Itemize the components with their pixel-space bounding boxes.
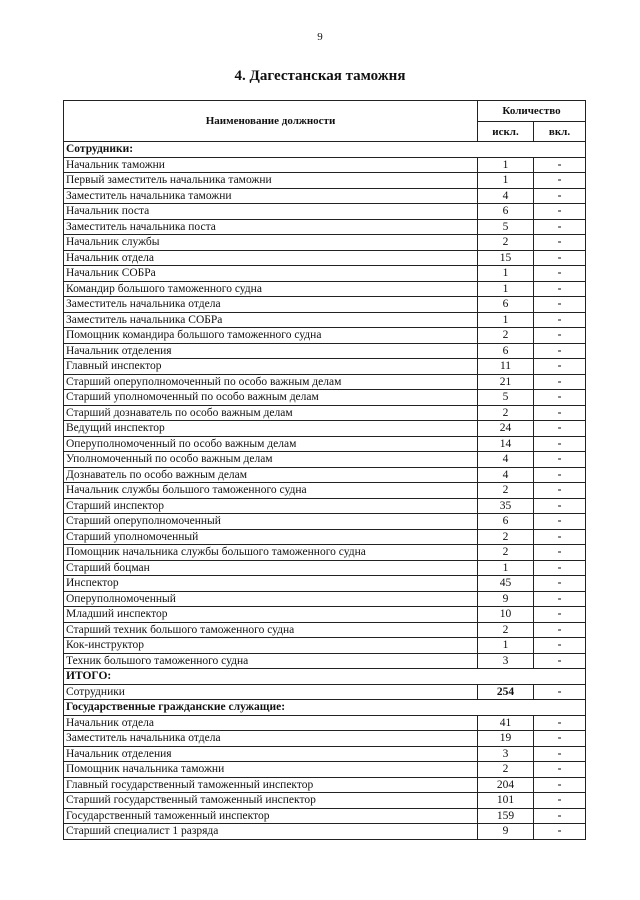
included-count-cell: - <box>534 498 586 514</box>
excluded-count-cell: 2 <box>478 622 534 638</box>
column-header-included: вкл. <box>534 122 586 142</box>
excluded-count-cell: 1 <box>478 638 534 654</box>
section-header-row <box>64 142 586 158</box>
section-title: Сотрудники: <box>64 142 586 158</box>
total-row <box>64 684 586 700</box>
included-count-cell: - <box>534 297 586 313</box>
position-name-cell: Заместитель начальника отдела <box>64 297 478 313</box>
position-name-cell: Командир большого таможенного судна <box>64 281 478 297</box>
table-row <box>64 576 586 592</box>
included-count-cell: - <box>534 777 586 793</box>
included-count-cell: - <box>534 235 586 251</box>
position-name-cell: Старший специалист 1 разряда <box>64 824 478 840</box>
position-name-cell: Государственный таможенный инспектор <box>64 808 478 824</box>
included-count-cell: - <box>534 452 586 468</box>
included-count-cell: - <box>534 545 586 561</box>
position-name-cell: Первый заместитель начальника таможни <box>64 173 478 189</box>
position-name-cell: Сотрудники <box>64 684 478 700</box>
position-name-cell: Начальник отдела <box>64 715 478 731</box>
table-row <box>64 638 586 654</box>
included-count-cell: - <box>534 762 586 778</box>
included-count-cell: - <box>534 529 586 545</box>
position-name-cell: Главный инспектор <box>64 359 478 375</box>
excluded-count-cell: 6 <box>478 343 534 359</box>
included-count-cell: - <box>534 808 586 824</box>
position-name-cell: Начальник отделения <box>64 746 478 762</box>
included-count-cell: - <box>534 281 586 297</box>
table-row <box>64 188 586 204</box>
position-name-cell: Техник большого таможенного судна <box>64 653 478 669</box>
included-count-cell: - <box>534 328 586 344</box>
table-row <box>64 374 586 390</box>
included-count-cell: - <box>534 343 586 359</box>
table-row <box>64 762 586 778</box>
position-name-cell: Младший инспектор <box>64 607 478 623</box>
position-name-cell: Старший оперуполномоченный <box>64 514 478 530</box>
excluded-count-cell: 1 <box>478 266 534 282</box>
position-name-cell: Начальник службы большого таможенного судна <box>64 483 478 499</box>
included-count-cell: - <box>534 421 586 437</box>
table-row <box>64 529 586 545</box>
excluded-count-cell: 11 <box>478 359 534 375</box>
table-row <box>64 607 586 623</box>
position-name-cell: Дознаватель по особо важным делам <box>64 467 478 483</box>
table-row <box>64 266 586 282</box>
included-count-cell: - <box>534 250 586 266</box>
included-count-cell: - <box>534 638 586 654</box>
section-header-row <box>64 669 586 685</box>
table-row <box>64 591 586 607</box>
table-row <box>64 281 586 297</box>
table-row <box>64 793 586 809</box>
excluded-count-cell: 1 <box>478 312 534 328</box>
table-row <box>64 328 586 344</box>
excluded-count-cell: 1 <box>478 281 534 297</box>
excluded-count-cell: 41 <box>478 715 534 731</box>
position-name-cell: Помощник начальника таможни <box>64 762 478 778</box>
column-header-quantity: Количество <box>478 101 586 122</box>
included-count-cell: - <box>534 576 586 592</box>
included-count-cell: - <box>534 204 586 220</box>
included-count-cell: - <box>534 793 586 809</box>
table-row <box>64 312 586 328</box>
included-count-cell: - <box>534 591 586 607</box>
position-name-cell: Старший боцман <box>64 560 478 576</box>
section-title: Государственные гражданские служащие: <box>64 700 586 716</box>
table-row <box>64 173 586 189</box>
table-row <box>64 219 586 235</box>
page-title: 4. Дагестанская таможня <box>234 68 406 84</box>
position-name-cell: Кок-инструктор <box>64 638 478 654</box>
excluded-count-cell: 10 <box>478 607 534 623</box>
table-row <box>64 715 586 731</box>
excluded-count-cell: 6 <box>478 297 534 313</box>
position-name-cell: Старший государственный таможенный инспектор <box>64 793 478 809</box>
position-name-cell: Старший дознаватель по особо важным делам <box>64 405 478 421</box>
excluded-count-cell: 5 <box>478 390 534 406</box>
table-row <box>64 824 586 840</box>
excluded-count-cell: 4 <box>478 467 534 483</box>
position-name-cell: Оперуполномоченный по особо важным делам <box>64 436 478 452</box>
table-row <box>64 405 586 421</box>
table-row <box>64 157 586 173</box>
excluded-count-cell: 5 <box>478 219 534 235</box>
excluded-count-cell: 204 <box>478 777 534 793</box>
table-row <box>64 653 586 669</box>
staff-table <box>63 100 586 840</box>
position-name-cell: Старший уполномоченный по особо важным делам <box>64 390 478 406</box>
included-count-cell: - <box>534 514 586 530</box>
table-row <box>64 390 586 406</box>
excluded-count-cell: 6 <box>478 514 534 530</box>
included-count-cell: - <box>534 390 586 406</box>
position-name-cell: Помощник командира большого таможенного судна <box>64 328 478 344</box>
position-name-cell: Оперуполномоченный <box>64 591 478 607</box>
position-name-cell: Ведущий инспектор <box>64 421 478 437</box>
excluded-count-cell: 101 <box>478 793 534 809</box>
table-row <box>64 452 586 468</box>
included-count-cell: - <box>534 359 586 375</box>
included-count-cell: - <box>534 483 586 499</box>
included-count-cell: - <box>534 173 586 189</box>
position-name-cell: Старший инспектор <box>64 498 478 514</box>
excluded-count-cell: 4 <box>478 452 534 468</box>
included-count-cell: - <box>534 607 586 623</box>
excluded-count-cell: 45 <box>478 576 534 592</box>
excluded-count-cell: 4 <box>478 188 534 204</box>
position-name-cell: Заместитель начальника отдела <box>64 731 478 747</box>
excluded-count-cell: 3 <box>478 746 534 762</box>
table-row <box>64 235 586 251</box>
table-body <box>64 142 586 840</box>
excluded-count-cell: 15 <box>478 250 534 266</box>
excluded-count-cell: 1 <box>478 157 534 173</box>
included-count-cell: - <box>534 405 586 421</box>
included-count-cell: - <box>534 188 586 204</box>
included-count-cell: - <box>534 731 586 747</box>
position-name-cell: Начальник отдела <box>64 250 478 266</box>
table-row <box>64 808 586 824</box>
excluded-count-cell: 9 <box>478 591 534 607</box>
table-row <box>64 731 586 747</box>
position-name-cell: Помощник начальника службы большого таможенного судна <box>64 545 478 561</box>
excluded-count-cell: 2 <box>478 762 534 778</box>
table-row <box>64 560 586 576</box>
excluded-count-cell: 6 <box>478 204 534 220</box>
position-name-cell: Заместитель начальника СОБРа <box>64 312 478 328</box>
position-name-cell: Заместитель начальника поста <box>64 219 478 235</box>
position-name-cell: Начальник СОБРа <box>64 266 478 282</box>
excluded-count-cell: 2 <box>478 405 534 421</box>
excluded-count-cell: 14 <box>478 436 534 452</box>
position-name-cell: Инспектор <box>64 576 478 592</box>
table-row <box>64 204 586 220</box>
position-name-cell: Начальник таможни <box>64 157 478 173</box>
excluded-count-cell: 1 <box>478 173 534 189</box>
table-row <box>64 436 586 452</box>
position-name-cell: Главный государственный таможенный инспектор <box>64 777 478 793</box>
column-header-position: Наименование должности <box>64 101 478 142</box>
excluded-count-cell: 159 <box>478 808 534 824</box>
table-row <box>64 483 586 499</box>
table-row <box>64 514 586 530</box>
table-row <box>64 250 586 266</box>
included-count-cell: - <box>534 622 586 638</box>
section-header-row <box>64 700 586 716</box>
table-row <box>64 746 586 762</box>
page-number: 9 <box>317 31 323 43</box>
table-row <box>64 498 586 514</box>
excluded-count-cell: 9 <box>478 824 534 840</box>
position-name-cell: Старший техник большого таможенного судна <box>64 622 478 638</box>
position-name-cell: Начальник отделения <box>64 343 478 359</box>
table-row <box>64 467 586 483</box>
included-count-cell: - <box>534 436 586 452</box>
included-count-cell: - <box>534 560 586 576</box>
table-row <box>64 777 586 793</box>
excluded-count-cell: 1 <box>478 560 534 576</box>
included-count-cell: - <box>534 824 586 840</box>
excluded-count-cell: 19 <box>478 731 534 747</box>
excluded-count-cell: 2 <box>478 235 534 251</box>
included-count-cell: - <box>534 653 586 669</box>
table-row <box>64 421 586 437</box>
excluded-count-cell: 254 <box>478 684 534 700</box>
included-count-cell: - <box>534 374 586 390</box>
section-title: ИТОГО: <box>64 669 586 685</box>
excluded-count-cell: 2 <box>478 483 534 499</box>
table-row <box>64 545 586 561</box>
position-name-cell: Начальник службы <box>64 235 478 251</box>
included-count-cell: - <box>534 219 586 235</box>
included-count-cell: - <box>534 467 586 483</box>
excluded-count-cell: 2 <box>478 328 534 344</box>
excluded-count-cell: 2 <box>478 529 534 545</box>
included-count-cell: - <box>534 715 586 731</box>
table-row <box>64 297 586 313</box>
table-row <box>64 359 586 375</box>
excluded-count-cell: 24 <box>478 421 534 437</box>
table-row <box>64 622 586 638</box>
position-name-cell: Заместитель начальника таможни <box>64 188 478 204</box>
included-count-cell: - <box>534 746 586 762</box>
position-name-cell: Старший оперуполномоченный по особо важным делам <box>64 374 478 390</box>
excluded-count-cell: 2 <box>478 545 534 561</box>
excluded-count-cell: 21 <box>478 374 534 390</box>
included-count-cell: - <box>534 157 586 173</box>
table-row <box>64 343 586 359</box>
included-count-cell: - <box>534 684 586 700</box>
included-count-cell: - <box>534 266 586 282</box>
position-name-cell: Старший уполномоченный <box>64 529 478 545</box>
included-count-cell: - <box>534 312 586 328</box>
position-name-cell: Уполномоченный по особо важным делам <box>64 452 478 468</box>
position-name-cell: Начальник поста <box>64 204 478 220</box>
excluded-count-cell: 3 <box>478 653 534 669</box>
excluded-count-cell: 35 <box>478 498 534 514</box>
column-header-excluded: искл. <box>478 122 534 142</box>
